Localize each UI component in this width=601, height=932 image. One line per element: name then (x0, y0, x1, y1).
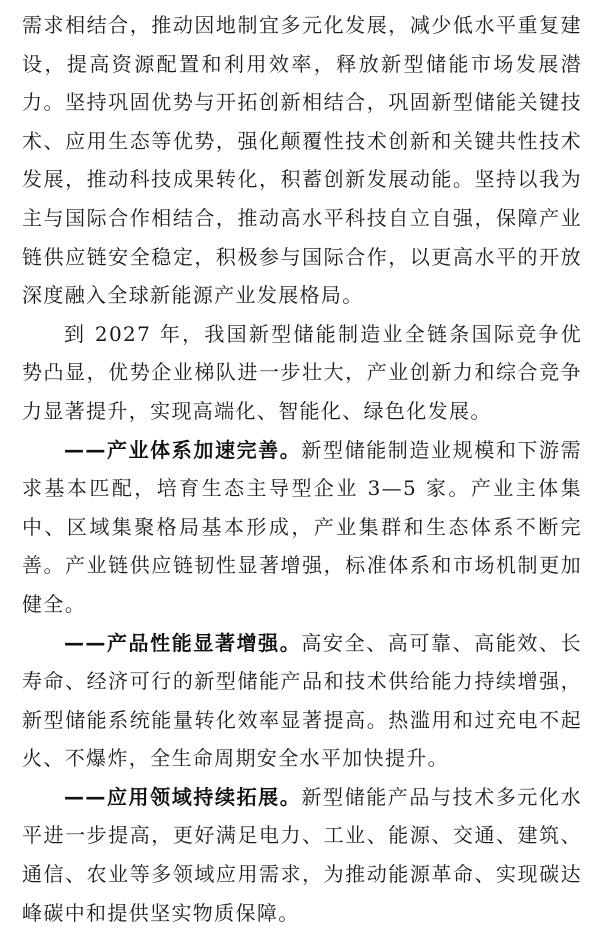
paragraph-heading: ——产业体系加速完善。 (64, 437, 302, 462)
paragraph-product-performance (22, 624, 582, 778)
paragraph-heading: ——应用领域持续拓展。 (64, 784, 302, 809)
paragraph-heading: ——产品性能显著增强。 (64, 630, 302, 655)
document-body (22, 6, 582, 932)
paragraph-text: 新型储能产品与技术多元化水平进一步提高，更好满足电力、工业、能源、交通、建筑、通信、农业等多领域应用需求，为推动能源革命、实现碳达峰碳中和提供坚实物质保障。 (22, 784, 582, 925)
paragraph-text: 到 2027 年，我国新型储能制造业全链条国际竞争优势凸显，优势企业梯队进一步壮大，产业创新力和综合竞争力显著提升，实现高端化、智能化、绿色化发展。 (22, 321, 582, 423)
paragraph-text: 新型储能制造业规模和下游需求基本匹配，培育生态主导型企业 3—5 家。产业主体集中、区域集聚格局基本形成，产业集群和生态体系不断完善。产业链供应链韧性显著增强，标准体系和市场机制更加健全。 (22, 437, 582, 616)
paragraph-2027-goal (22, 315, 582, 431)
paragraph-continuation (22, 6, 582, 315)
paragraph-text: 需求相结合，推动因地制宜多元化发展，减少低水平重复建设，提高资源配置和利用效率，释放新型储能市场发展潜力。坚持巩固优势与开拓创新相结合，巩固新型储能关键技术、应用生态等优势，强化颠覆性技术创新和关键共性技术发展，推动科技成果转化，积蓄创新发展动能。坚持以我为主与国际合作相结合，推动高水平科技自立自强，保障产业链供应链安全稳定，积极参与国际合作，以更高水平的开放深度融入全球新能源产业发展格局。 (22, 13, 582, 308)
paragraph-application-fields (22, 778, 582, 932)
paragraph-text: 高安全、高可靠、高能效、长寿命、经济可行的新型储能产品和技术供给能力持续增强，新型储能系统能量转化效率显著提高。热滥用和过充电不起火、不爆炸，全生命周期安全水平加快提升。 (22, 630, 582, 771)
paragraph-industry-system (22, 431, 582, 624)
